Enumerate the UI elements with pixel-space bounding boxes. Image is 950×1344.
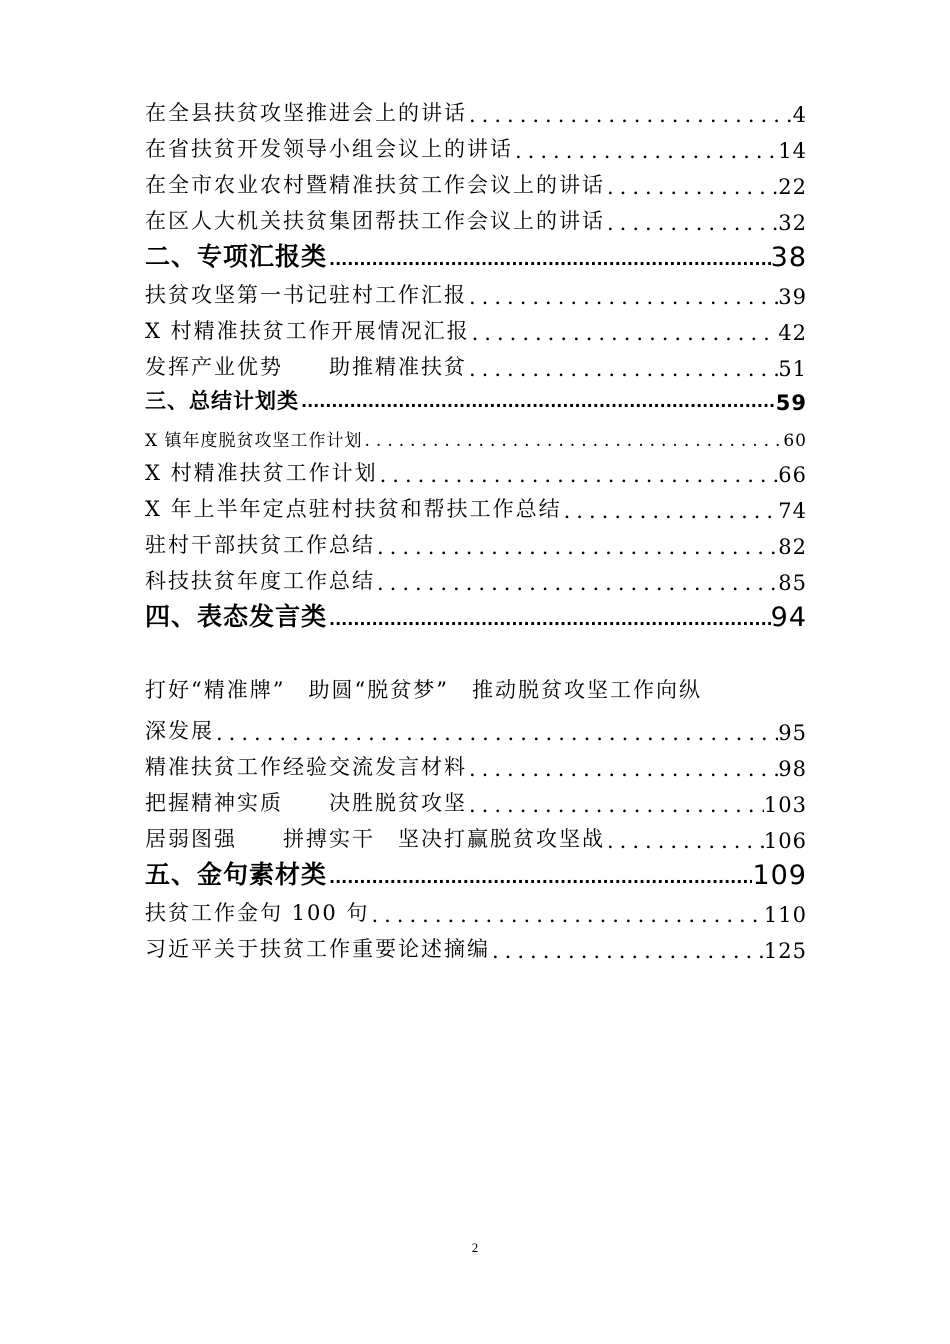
toc-entry-title: 居弱图强 拼搏实干 坚决打赢脱贫攻坚战 [145,827,605,851]
toc-entry-page: 51 [778,357,807,381]
toc-entry-title: 精准扶贫工作经验交流发言材料 [145,755,467,779]
toc-section-heading[interactable] [145,853,807,891]
toc-entry[interactable] [145,451,807,487]
toc-entry[interactable] [145,309,807,345]
toc-entry-page: 22 [778,175,807,199]
toc-entry-page: 60 [783,431,807,451]
toc-entry[interactable] [145,345,807,381]
toc-entry-title: 把握精神实质 决胜脱贫攻坚 [145,791,467,815]
toc-entry[interactable] [145,709,807,745]
toc-entry-page: 98 [778,757,807,781]
toc-entry[interactable] [145,745,807,781]
dot-leader [513,139,778,163]
dot-leader [467,285,778,309]
toc-entry-page: 125 [763,939,807,963]
toc-entry-title: 深发展 [145,719,214,743]
toc-entry[interactable] [145,781,807,817]
toc-entry-page: 110 [763,903,807,927]
toc-entry[interactable] [145,927,807,963]
toc-section-heading[interactable] [145,381,807,415]
spacer [145,633,807,671]
toc-entry-title: 在省扶贫开发领导小组会议上的讲话 [145,137,513,161]
dot-leader [327,250,771,273]
toc-entry-page: 14 [778,139,807,163]
toc-entry[interactable] [145,891,807,927]
toc-entry-page: 95 [778,721,807,745]
dot-leader [467,757,778,781]
toc-section-heading[interactable] [145,595,807,633]
dot-leader [375,535,778,559]
toc-entry[interactable] [145,199,807,235]
dot-leader [214,721,778,745]
dot-leader [378,463,779,487]
toc-entry-wrapped-line[interactable]: 打好“精准牌” 助圆“脱贫梦” 推动脱贫攻坚工作向纵 [145,678,702,702]
dot-leader [490,939,764,963]
dot-leader [605,211,778,235]
dot-leader [470,321,779,345]
section-title: 四、表态发言类 [145,602,328,631]
toc-entry-title: X 村精准扶贫工作开展情况汇报 [145,319,470,343]
toc-entry-page: 42 [778,321,807,345]
toc-entry-title: X 年上半年定点驻村扶贫和帮扶工作总结 [145,497,562,521]
toc-entry-page: 106 [763,829,807,853]
toc-entry-title: 在全县扶贫攻坚推进会上的讲话 [145,101,467,125]
toc-entry-page: 85 [778,571,807,595]
toc-entry-title: 驻村干部扶贫工作总结 [145,533,375,557]
section-title: 二、专项汇报类 [145,242,328,271]
section-title: 五、金句素材类 [145,860,328,889]
dot-leader [375,571,778,595]
section-page: 94 [770,602,807,633]
toc-entry-page: 4 [792,103,807,127]
section-page: 38 [770,242,807,273]
toc-entry[interactable] [145,273,807,309]
toc-entry-title: 扶贫攻坚第一书记驻村工作汇报 [145,283,467,307]
dot-leader [369,903,763,927]
section-title: 三、总结计划类 [145,389,299,413]
toc-entry-page: 74 [778,499,807,523]
toc-entry[interactable] [145,559,807,595]
toc-entry-title: X 镇年度脱贫攻坚工作计划 [145,431,363,451]
dot-leader [327,610,771,633]
dot-leader [467,103,793,127]
dot-leader [467,793,764,817]
toc-entry[interactable] [145,415,807,451]
section-page: 59 [775,391,807,415]
toc-entry-title: 扶贫工作金句 100 句 [145,901,370,925]
dot-leader [562,499,779,523]
page-number: 2 [471,1240,479,1255]
toc-entry-page: 66 [778,463,807,487]
dot-leader [605,829,764,853]
dot-leader [605,175,778,199]
toc-entry-title: X 村精准扶贫工作计划 [145,461,378,485]
dot-leader [363,431,784,451]
toc-entry-page: 103 [763,793,807,817]
toc-entry-page: 39 [778,285,807,309]
toc-entry-title: 发挥产业优势 助推精准扶贫 [145,355,467,379]
toc-entry[interactable] [145,91,807,127]
table-of-contents [145,91,807,963]
toc-entry[interactable] [145,817,807,853]
toc-entry-page: 32 [778,211,807,235]
toc-entry[interactable] [145,127,807,163]
dot-leader [299,392,776,415]
dot-leader [467,357,778,381]
toc-entry[interactable] [145,523,807,559]
toc-entry-page: 82 [778,535,807,559]
toc-entry-title: 在区人大机关扶贫集团帮扶工作会议上的讲话 [145,209,605,233]
toc-section-heading[interactable] [145,235,807,273]
toc-entry-title: 科技扶贫年度工作总结 [145,569,375,593]
toc-entry[interactable] [145,163,807,199]
section-page: 109 [752,860,807,891]
toc-entry-title: 习近平关于扶贫工作重要论述摘编 [145,937,490,961]
dot-leader [327,868,752,891]
toc-entry[interactable] [145,487,807,523]
toc-entry-title: 在全市农业农村暨精准扶贫工作会议上的讲话 [145,173,605,197]
